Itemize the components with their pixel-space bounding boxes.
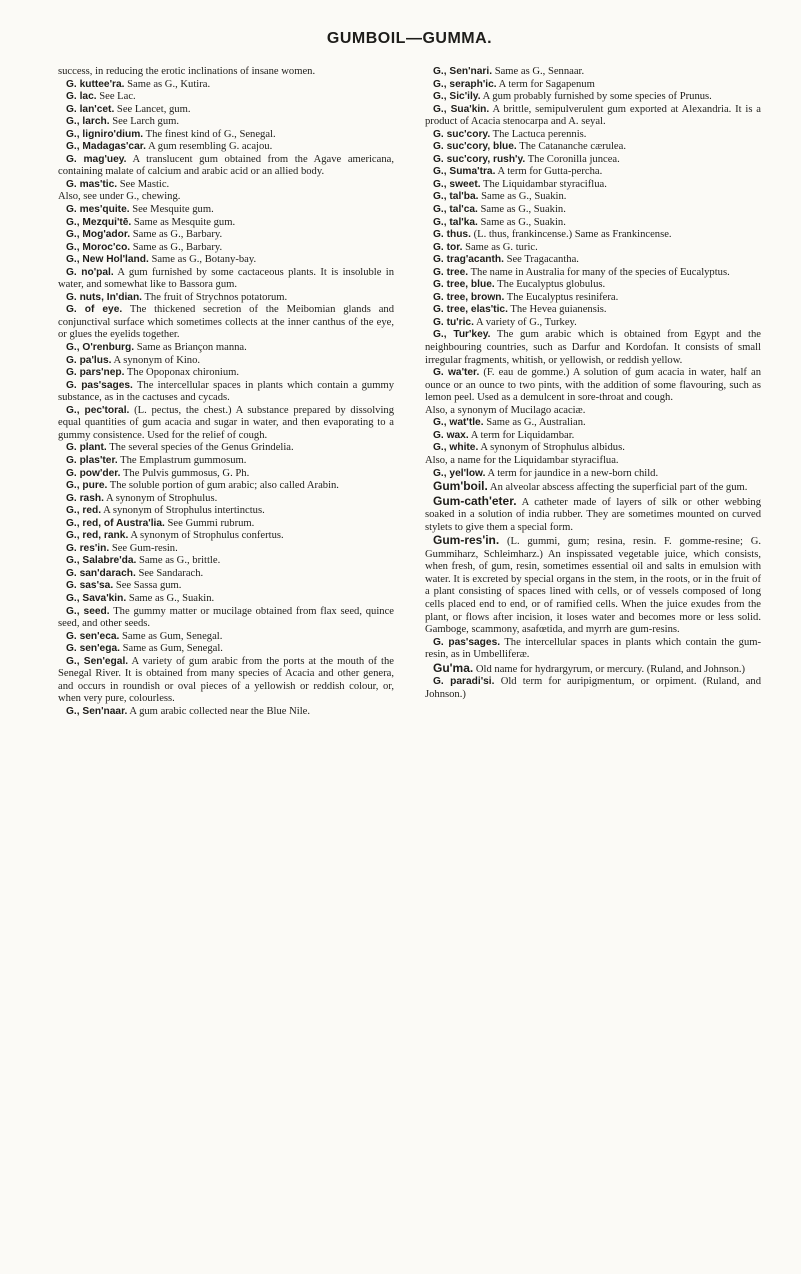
definition: (L. gummi, gum; resina, resin. F. gomme-resine; G. Gummiharz, Schleimharz.) An inspissated vegetable juice, which consists, when fresh, of gum, resin, sometimes essential oil and salts in emulsion with water. It is excreted by special organs in the stem, in the roots, or in the fruit of a plant consisting of spaces lined with cells, or of vessels composed of long cells placed end to end, or of ramified cells. When the juice exudes from the plant, or flows after incision, it loses water and becomes more or less solid. Gamboge, scammony, asafœtida, and myrrh are gum-resins.: [425, 536, 761, 636]
definition: A translucent gum obtained from the Agave americana, containing malate of calcium and arabic acid or an allied body.: [58, 153, 394, 178]
headword: G. mes'quite.: [66, 204, 130, 216]
definition: Same as G. turic.: [462, 241, 538, 253]
dictionary-entry: [58, 455, 394, 468]
dictionary-entry: [425, 304, 761, 317]
definition: See Sassa gum.: [113, 580, 182, 592]
dictionary-entry: [58, 204, 394, 217]
definition: A term for Gutta-percha.: [495, 166, 603, 178]
dictionary-entry: [58, 141, 394, 154]
headword: G., pure.: [66, 480, 108, 492]
headword: G., Sua'kin.: [433, 103, 490, 115]
dictionary-entry: [58, 405, 394, 443]
dictionary-entry: [58, 380, 394, 405]
headword: G., Sen'nari.: [433, 66, 493, 77]
dictionary-entry: [58, 505, 394, 518]
definition: A synonym of Strophulus.: [103, 492, 218, 504]
definition: A synonym of Strophulus confertus.: [128, 530, 284, 542]
dictionary-entry: [58, 79, 394, 92]
definition: The Emplastrum gummosum.: [117, 454, 247, 466]
dictionary-entry: [425, 430, 761, 443]
definition: Same as Briançon manna.: [134, 342, 247, 354]
headword: G. trag'acanth.: [433, 254, 504, 266]
headword: G., tal'ba.: [433, 191, 479, 203]
dictionary-entry: [425, 79, 761, 92]
dictionary-entry: [425, 329, 761, 367]
headword: G. pas'sages.: [433, 636, 501, 648]
entry-note: [425, 455, 761, 468]
definition: A gum furnished by some cactaceous plants. It is insoluble in water, and somewhat like to Bassora gum.: [58, 266, 394, 291]
main-entry: [425, 534, 761, 636]
headword: G., Sen'naar.: [66, 705, 128, 717]
definition: Also, a synonym of Mucilago acaciæ.: [425, 404, 586, 416]
definition: Same as G., Suakin.: [477, 204, 566, 216]
main-entry: [425, 480, 761, 495]
dictionary-entry: [58, 116, 394, 129]
headword: G., pec'toral.: [66, 404, 130, 416]
dictionary-entry: [58, 568, 394, 581]
headword: G. pow'der.: [66, 467, 121, 479]
columns: [58, 66, 761, 718]
dictionary-entry: [58, 267, 394, 292]
headword: G. mag'uey.: [66, 153, 127, 165]
headword: Gu'ma.: [433, 660, 474, 675]
definition: The thickened secretion of the Meibomian glands and conjunctival surface which sometimes collects at the inner canthus of the eye, or glues the eyelids together.: [58, 304, 394, 341]
dictionary-entry: [58, 367, 394, 380]
dictionary-entry: [425, 637, 761, 662]
definition: Same as G., Sennaar.: [492, 66, 585, 77]
dictionary-entry: [58, 631, 394, 644]
headword: G. san'darach.: [66, 567, 136, 579]
dictionary-entry: [425, 229, 761, 242]
definition: Same as G., Kutira.: [124, 78, 211, 90]
dictionary-entry: [58, 442, 394, 455]
headword: G. suc'cory, blue.: [433, 141, 517, 153]
definition: (L. thus, frankincense.) Same as Frankincense.: [470, 229, 672, 241]
dictionary-entry: [425, 242, 761, 255]
definition: See Larch gum.: [109, 116, 180, 128]
dictionary-entry: [58, 179, 394, 192]
dictionary-entry: [58, 242, 394, 255]
definition: The Liquidambar styraciflua.: [480, 178, 607, 190]
definition: Old name for hydrargyrum, or mercury. (Ruland, and Johnson.): [473, 663, 746, 675]
definition: See Lancet, gum.: [114, 103, 191, 115]
headword: G. pas'sages.: [66, 379, 133, 391]
definition: The Coronilla juncea.: [525, 153, 620, 165]
headword: G., Suma'tra.: [433, 166, 496, 178]
dictionary-entry: [58, 580, 394, 593]
headword: G. plas'ter.: [66, 454, 118, 466]
headword: G. sen'ega.: [66, 643, 120, 655]
definition: The gummy matter or mucilage obtained from flax seed, quince seed, and other seeds.: [58, 605, 394, 630]
dictionary-entry: [58, 292, 394, 305]
dictionary-entry: [58, 91, 394, 104]
definition: Same as G., Barbary.: [130, 229, 223, 241]
dictionary-entry: [58, 493, 394, 506]
headword: G., seraph'ic.: [433, 78, 497, 90]
headword: G., wat'tle.: [433, 417, 484, 429]
definition: A gum arabic collected near the Blue Nile.: [127, 705, 310, 717]
headword: G., tal'ka.: [433, 216, 478, 228]
definition: A variety of gum arabic from the ports at the mouth of the Senegal River. It is obtained from many species of Acacia and other genera, and occurs in roundish or oval pieces of a yellowish or reddish colour, or, when very pure, colourless.: [58, 655, 394, 705]
dictionary-entry: [425, 154, 761, 167]
definition: (F. eau de gomme.) A solution of gum acacia in water, half an ounce or an ounce to two pints, with the addition of some flavouring, such as lemon peel. Used as a demulcent in sore-throat and cough.: [425, 367, 761, 404]
headword: G., ligniro'dium.: [66, 128, 144, 140]
right-column: [425, 66, 761, 718]
definition: A gum probably furnished by some species of Prunus.: [480, 91, 712, 103]
headword: G. paradi'si.: [433, 676, 495, 688]
headword: G., white.: [433, 442, 479, 454]
definition: The Eucalyptus globulus.: [494, 279, 606, 291]
headword: Gum'boil.: [433, 479, 488, 494]
dictionary-entry: [58, 543, 394, 556]
definition: The several species of the Genus Grindelia.: [106, 442, 294, 454]
definition: (L. pectus, the chest.) A substance prepared by dissolving equal quantities of gum acacia and sugar in water, and then evaporating to a gummy consistence. Used for the relief of cough.: [58, 404, 394, 441]
continued-text: [58, 66, 394, 79]
definition: A gum resembling G. acajou.: [146, 141, 273, 153]
definition: See Sandarach.: [135, 567, 204, 579]
headword: G. res'in.: [66, 542, 110, 554]
definition: Also, a name for the Liquidambar styraciflua.: [425, 454, 619, 466]
definition: Same as G., Suakin.: [126, 592, 215, 604]
dictionary-entry: [425, 191, 761, 204]
headword: G. pa'lus.: [66, 354, 112, 366]
definition: An alveolar abscess affecting the superficial part of the gum.: [487, 482, 748, 494]
dictionary-entry: [58, 229, 394, 242]
definition: A synonym of Kino.: [111, 354, 201, 366]
dictionary-entry: [58, 656, 394, 706]
headword: G. suc'cory.: [433, 128, 491, 140]
headword: G. pars'nep.: [66, 367, 125, 379]
headword: G. suc'cory, rush'y.: [433, 153, 526, 165]
dictionary-entry: [58, 217, 394, 230]
headword: G. mas'tic.: [66, 178, 118, 190]
headword: G. tree, blue.: [433, 279, 495, 291]
headword: G. wa'ter.: [433, 367, 480, 379]
definition: Also, see under G., chewing.: [58, 191, 181, 203]
running-head: GUMBOIL—GUMMA.: [326, 30, 493, 47]
definition: A term for Sagapenum: [496, 78, 595, 90]
dictionary-entry: [58, 129, 394, 142]
headword: G. wax.: [433, 429, 469, 441]
headword: G., red, rank.: [66, 530, 129, 542]
dictionary-entry: [58, 643, 394, 656]
headword: G., Mog'ador.: [66, 229, 131, 241]
headword: G. sen'eca.: [66, 630, 120, 642]
headword: G., seed.: [66, 605, 110, 617]
definition: Same as G., Botany-bay.: [148, 254, 257, 266]
dictionary-entry: [58, 355, 394, 368]
definition: See Lac.: [96, 91, 136, 103]
dictionary-entry: [425, 141, 761, 154]
headword: G. tor.: [433, 241, 463, 253]
main-entry: [425, 495, 761, 535]
definition: Same as Gum, Senegal.: [119, 630, 223, 642]
definition: A catheter made of layers of silk or other webbing soaked in a solution of india rubber. They are sometimes mounted on curved stylets to give them a special form.: [425, 496, 761, 533]
definition: See Tragacantha.: [503, 254, 579, 266]
definition: Same as Gum, Senegal.: [119, 643, 223, 655]
dictionary-entry: [58, 104, 394, 117]
headword: G. of eye.: [66, 304, 123, 316]
dictionary-entry: [58, 530, 394, 543]
dictionary-entry: [58, 480, 394, 493]
definition: success, in reducing the erotic inclinations of insane women.: [58, 66, 316, 77]
definition: Same as G., Suakin.: [477, 216, 566, 228]
dictionary-entry: [58, 706, 394, 719]
headword: G. tree, elas'tic.: [433, 304, 508, 316]
headword: G. sas'sa.: [66, 580, 114, 592]
definition: Same as G., Suakin.: [478, 191, 567, 203]
headword: G. rash.: [66, 492, 104, 504]
headword: G., tal'ca.: [433, 204, 478, 216]
definition: A synonym of Strophulus intertinctus.: [101, 505, 265, 517]
dictionary-entry: [425, 442, 761, 455]
headword: G., Mezqui'tē.: [66, 216, 132, 228]
definition: The intercellular spaces in plants which contain a gummy substance, as in the cactuses and cycads.: [58, 379, 394, 404]
definition: The Lactuca perennis.: [490, 128, 587, 140]
definition: A synonym of Strophulus albidus.: [478, 442, 625, 454]
left-column: [58, 66, 394, 718]
definition: Old term for auripigmentum, or orpiment. (Ruland, and Johnson.): [425, 676, 761, 700]
headword: G., Madagas'car.: [66, 141, 146, 153]
dictionary-entry: [58, 342, 394, 355]
headword: G., red.: [66, 505, 102, 517]
dictionary-entry: [425, 104, 761, 129]
definition: Same as Mesquite gum.: [131, 216, 236, 228]
dictionary-entry: [58, 518, 394, 531]
definition: The Eucalyptus resinifera.: [504, 291, 619, 303]
dictionary-entry: [58, 154, 394, 179]
dictionary-entry: [425, 367, 761, 405]
definition: A variety of G., Turkey.: [473, 316, 577, 328]
headword: G. tree, brown.: [433, 291, 505, 303]
dictionary-entry: [425, 166, 761, 179]
dictionary-entry: [425, 279, 761, 292]
dictionary-entry: [425, 417, 761, 430]
dictionary-entry: [58, 468, 394, 481]
definition: Same as G., Australian.: [483, 417, 586, 429]
definition: A term for jaundice in a new-born child.: [485, 467, 659, 479]
entry-note: [58, 191, 394, 204]
definition: The fruit of Strychnos potatorum.: [142, 291, 288, 303]
definition: A term for Liquidambar.: [468, 429, 575, 441]
headword: G. plant.: [66, 442, 107, 454]
headword: G. nuts, In'dian.: [66, 291, 142, 303]
dictionary-entry: [58, 606, 394, 631]
headword: G. thus.: [433, 229, 471, 241]
dictionary-entry: [425, 204, 761, 217]
dictionary-entry: [425, 317, 761, 330]
headword: G. lan'cet.: [66, 103, 115, 115]
dictionary-entry: [425, 267, 761, 280]
definition: See Mesquite gum.: [129, 204, 214, 216]
main-entry: [425, 662, 761, 677]
headword: G. kuttee'ra.: [66, 78, 125, 90]
definition: Same as G., Barbary.: [130, 241, 223, 253]
definition: The gum arabic which is obtained from Egypt and the neighbouring countries, such as Darfur and Kordofan. It consists of small irregular fragments, whitish, or yellowish, or reddish yellow.: [425, 329, 762, 366]
headword: G., New Hol'land.: [66, 254, 149, 266]
headword: G., Tur'key.: [433, 329, 491, 341]
headword: G., Salabre'da.: [66, 555, 137, 567]
headword: G., larch.: [66, 116, 110, 128]
dictionary-entry: [58, 593, 394, 606]
dictionary-entry: [58, 254, 394, 267]
dictionary-entry: [425, 91, 761, 104]
headword: G. tree.: [433, 266, 469, 278]
definition: The Catananche cærulea.: [516, 141, 626, 153]
definition: The finest kind of G., Senegal.: [143, 128, 276, 140]
definition: The name in Australia for many of the species of Eucalyptus.: [468, 266, 730, 278]
headword: G., Moroc'co.: [66, 241, 131, 253]
definition: Same as G., brittle.: [136, 555, 221, 567]
definition: The soluble portion of gum arabic; also called Arabin.: [107, 480, 339, 492]
dictionary-entry: [425, 66, 761, 79]
definition: See Mastic.: [117, 178, 170, 190]
headword: G. lac.: [66, 91, 97, 103]
headword: G., red, of Austra'lia.: [66, 517, 165, 529]
definition: The Pulvis gummosus, G. Ph.: [120, 467, 250, 479]
headword: G., O'renburg.: [66, 342, 135, 354]
dictionary-entry: [58, 555, 394, 568]
dictionary-entry: [425, 217, 761, 230]
definition: See Gummi rubrum.: [164, 517, 255, 529]
headword: G. no'pal.: [66, 266, 114, 278]
definition: See Gum-resin.: [109, 542, 178, 554]
dictionary-entry: [425, 129, 761, 142]
entry-note: [425, 405, 761, 418]
definition: A brittle, semipulverulent gum exported at Alexandria. It is a product of Acacia stenocarpa and A. seyal.: [425, 103, 761, 128]
headword: G., Sen'egal.: [66, 655, 129, 667]
headword: G. tu'ric.: [433, 316, 474, 328]
headword: G., yel'low.: [433, 467, 486, 479]
dictionary-entry: [425, 292, 761, 305]
headword: Gum-cath'eter.: [433, 493, 517, 508]
dictionary-entry: [425, 676, 761, 701]
dictionary-entry: [425, 254, 761, 267]
dictionary-entry: [58, 304, 394, 342]
definition: The Hevea guianensis.: [507, 304, 607, 316]
headword: G., Sava'kin.: [66, 592, 127, 604]
headword: G., sweet.: [433, 178, 481, 190]
headword: G., Sic'ily.: [433, 91, 481, 103]
dictionary-entry: [425, 179, 761, 192]
headword: Gum-res'in.: [433, 533, 500, 548]
definition: The intercellular spaces in plants which contain the gum-resin, as in Umbelliferæ.: [425, 636, 762, 661]
definition: The Opoponax chironium.: [124, 367, 240, 379]
